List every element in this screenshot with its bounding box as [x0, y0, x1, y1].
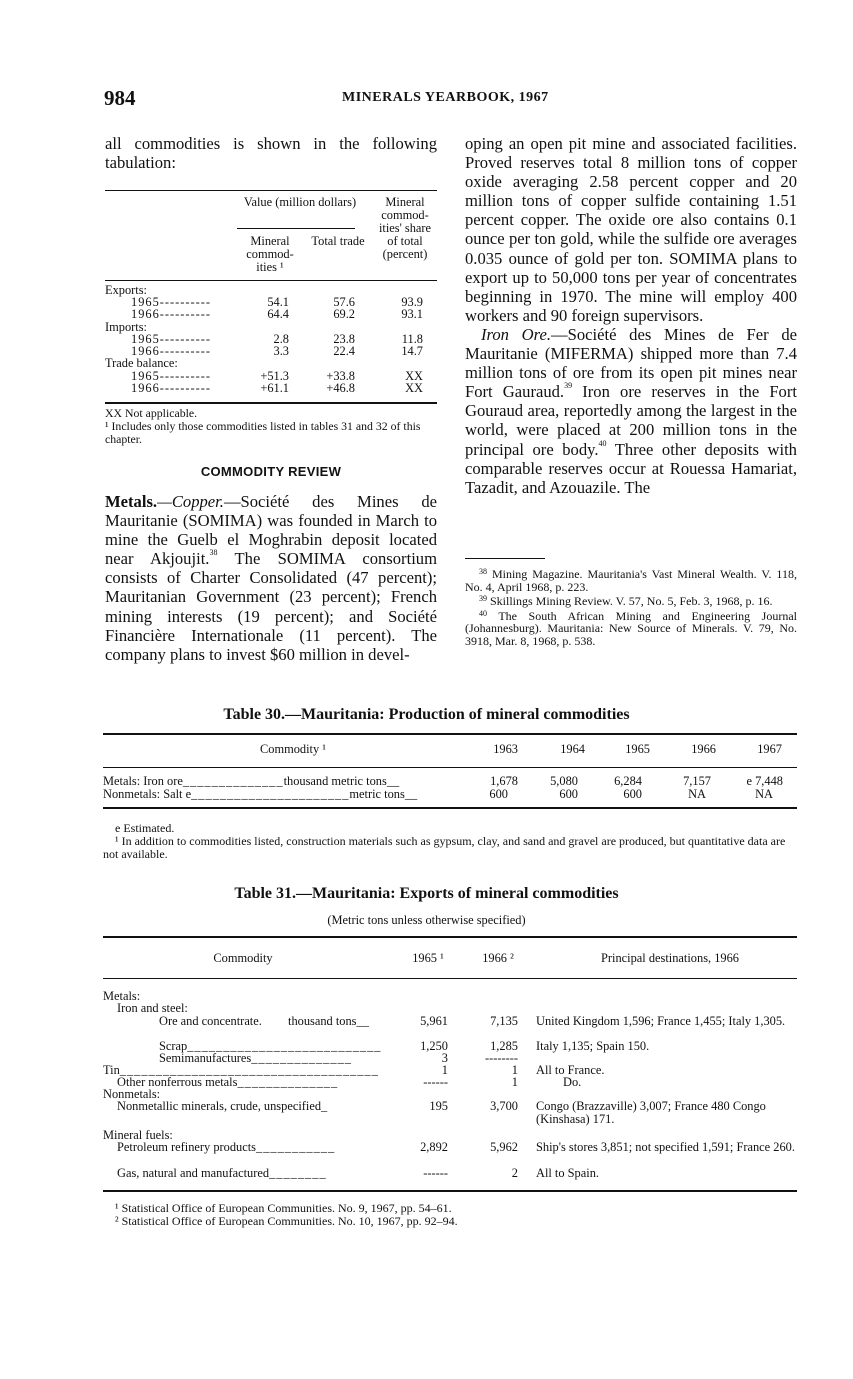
cell: +61.1 — [260, 381, 289, 395]
cell: 93.9 — [401, 295, 423, 309]
row-year: 1965---------- — [131, 295, 212, 309]
col-commodity: Commodity — [213, 951, 273, 965]
cell: 1 — [441, 1063, 448, 1077]
cell: 1,250 — [420, 1039, 448, 1053]
row-label: Semimanufactures — [159, 1051, 252, 1065]
cell: 93.1 — [401, 307, 423, 321]
footnote: $^{38}$ Mining Magazine. Mauritania's Vast Mineral Wealth. V. 118, No. 4, April 1968, p. 223. — [465, 567, 797, 594]
note-1: ¹ Includes only those commodities listed in tables 31 and 32 of this chapter. — [105, 419, 421, 446]
cell: 5,080 — [550, 774, 578, 788]
cell: 3.3 — [273, 344, 289, 358]
destination: Italy 1,135; Spain 150. — [536, 1039, 650, 1053]
destination: All to Spain. — [536, 1166, 599, 1180]
year-header: 1963 — [493, 742, 518, 756]
copper-continued: oping an open pit mine and associated facilities. Proved reserves total 8 million tons of copper oxide averaging 2.58 percent copper and 20 million tons of copper sulfide containing 1.51 percent copper. The oxide ore also contains 0.1 ounce per ton gold, while the sulfide ore averages 0.035 ounce of gold per ton. SOMIMA plans to export up to 50,000 tons per year of concentrates beginning in 1970. The mine will employ 400 workers and 90 foreign supervisors. — [465, 134, 797, 325]
cell: 11.8 — [401, 332, 423, 346]
cell: NA — [688, 787, 706, 801]
footnotes — [465, 568, 797, 650]
row-year: 1966---------- — [131, 307, 212, 321]
row-label: Ore and concentrate. — [159, 1014, 262, 1028]
cell: 5,962 — [490, 1140, 518, 1154]
metals-label: Metals. — [105, 492, 158, 511]
row-label: Nonmetallic minerals, crude, unspecified — [117, 1099, 322, 1113]
page-number: 984 — [104, 86, 136, 110]
trade-table-notes — [105, 407, 437, 446]
trade-tabulation — [105, 190, 437, 405]
footnote-divider — [465, 558, 545, 559]
iron-text-2: Iron ore reserves in the Fort Gouraud area, reportedly among the largest in the world, were placed at 200 million tons in the principal ore body. — [465, 382, 797, 459]
cell: 3,700 — [490, 1099, 518, 1113]
cell: 3 — [441, 1051, 448, 1065]
row-label: Nonmetals: Salt e______________________metric tons__ — [103, 787, 418, 801]
cell: 1,285 — [490, 1039, 518, 1053]
cell: XX — [405, 381, 423, 395]
cell: e 7,448 — [746, 774, 783, 788]
cell: NA — [755, 787, 773, 801]
intro-text: all commodities is shown in the following tabulation: — [105, 134, 437, 173]
year-header: 1964 — [560, 742, 585, 756]
section-label: Exports: — [105, 283, 147, 297]
copper-label: —Copper. — [157, 492, 224, 511]
table30-title: Table 30.—Mauritania: Production of mineral commodities — [223, 706, 630, 723]
cell: 195 — [429, 1099, 448, 1113]
cell: 64.4 — [267, 307, 289, 321]
unit: thousand tons — [288, 1014, 357, 1028]
cell: 2 — [511, 1166, 518, 1180]
row-year: 1965---------- — [131, 369, 212, 383]
cell: 5,961 — [420, 1014, 448, 1028]
destination: United Kingdom 1,596; France 1,455; Italy 1,305. — [536, 1014, 786, 1028]
section-heading: COMMODITY REVIEW — [200, 464, 342, 479]
copper-text-2: The SOMIMA consortium consists of Charter Consolidated (47 percent); Mauritanian Government (23 percent); French mining interests (19 percent); and Société Financière Internationale (11 percent). The company plans to invest $60 million in devel- — [105, 549, 438, 664]
row-label: Gas, natural and manufactured — [117, 1166, 270, 1180]
cell: 7,157 — [683, 774, 711, 788]
footnote-ref: 38 — [209, 548, 218, 558]
note-1: ¹ In addition to commodities listed, construction materials such as gypsum, clay, and sand and gravel are produced, but quantitative data are not available. — [103, 834, 786, 861]
footnote: $^{40}$ The South African Mining and Engineering Journal (Johannesburg). Mauritania: New Source of Minerals. V. 79, No. 3918, Mar. 8, 1968, p. 538. — [465, 608, 797, 648]
destination: Do. — [563, 1075, 582, 1089]
table31-notes — [103, 1202, 797, 1228]
group-label: Metals: — [103, 989, 141, 1003]
cell: 7,135 — [490, 1014, 518, 1028]
table30-notes — [103, 822, 797, 861]
section-label: Imports: — [105, 320, 147, 334]
copper-text: —Société des Mines de Mauritanie (SOMIMA) was founded in March to mine the Guelb el Moghrabin deposit located near Akjoujit. — [105, 492, 437, 569]
row-label: Other nonferrous metals — [117, 1075, 238, 1089]
col-mineral: Mineral commod- ities ¹ — [246, 234, 294, 274]
cell-empty: -------- — [484, 1051, 518, 1065]
col-commodity: Commodity ¹ — [259, 742, 327, 756]
copper-paragraph — [105, 492, 437, 664]
cell: 600 — [489, 787, 508, 801]
table31-subtitle: (Metric tons unless otherwise specified) — [327, 913, 526, 927]
cell: 2,892 — [420, 1140, 448, 1154]
footnote-ref: 40 — [598, 438, 607, 448]
running-title: MINERALS YEARBOOK, 1967 — [342, 90, 549, 105]
note-e: e Estimated. — [115, 821, 175, 835]
col-destinations: Principal destinations, 1966 — [600, 951, 739, 965]
right-column — [465, 134, 797, 497]
left-column-intro — [105, 134, 437, 172]
row-label: Petroleum refinery products — [117, 1140, 257, 1154]
cell: 69.2 — [333, 307, 355, 321]
cell: 22.4 — [333, 344, 355, 358]
col-total: Total trade — [311, 234, 365, 248]
cell: 600 — [559, 787, 578, 801]
row-year: 1966---------- — [131, 381, 212, 395]
year-header: 1965 — [625, 742, 650, 756]
row-label: Scrap — [159, 1039, 188, 1053]
note-xx: XX Not applicable. — [105, 406, 198, 420]
col-value-group: Value (million dollars) — [243, 195, 357, 209]
cell: 1 — [511, 1075, 518, 1089]
cell: XX — [405, 369, 423, 383]
table30 — [103, 733, 797, 811]
note-2: ² Statistical Office of European Communities. No. 10, 1967, pp. 92–94. — [115, 1214, 458, 1228]
iron-text-3: Three other deposits with comparable reserves occur at Rouessa Hamariat, Tazadit, and Azouazile. The — [465, 439, 797, 497]
cell: 6,284 — [614, 774, 642, 788]
year-header: 1967 — [757, 742, 782, 756]
iron-text: —Société des Mines de Fer de Mauritanie (MIFERMA) shipped more than 7.4 million tons of ore from its open pit mines near Fort Gauraud. — [465, 324, 798, 402]
row-year: 1965---------- — [131, 332, 212, 346]
row-label: Tin — [103, 1063, 120, 1077]
cell: 2.8 — [273, 332, 289, 346]
cell: +33.8 — [326, 369, 355, 383]
cell: 1 — [511, 1063, 518, 1077]
col-1965: 1965 ¹ — [412, 951, 444, 965]
col-share: Mineral commod- ities' share of total (percent) — [378, 195, 432, 261]
iron-ore-label: Iron Ore. — [481, 324, 552, 344]
row-label: Metals: Iron ore______________thousand metric tons__ — [103, 774, 400, 788]
subgroup-label: Iron and steel: — [117, 1001, 188, 1015]
note-1: ¹ Statistical Office of European Communities. No. 9, 1967, pp. 54–61. — [115, 1201, 452, 1215]
table31: Commodity 1965 ¹ 1966 ² Principal destinations, 1966 Metals: Iron and steel: Ore and concentrate. thousand tons__ 5,961 7,135 United Kingdom 1,596; France 1,455; Italy 1,305. Scrap___________________________ 1,250 1,285 Italy 1,135; Spain 150. Semimanufactures______________ 3 -------- Tin____________________________________ 1 1 All to France. Other nonferrous metals______________ ------ 1 Do. Nonmetals: Nonmetallic minerals, crude, unspecified_ 195 3,700 Congo (Brazzaville) 3,007; France 480 Congo (Kinshasa) 171. Mineral fuels: Petroleum refinery products___________ 2,892 5,962 Ship's stores 3,851; not specified 1,591; France 260. Gas, natural and manufactured________ ------ 2 All to Spain. — [103, 936, 797, 1196]
cell: +46.8 — [326, 381, 355, 395]
cell: +51.3 — [260, 369, 289, 383]
row-year: 1966---------- — [131, 344, 212, 358]
footnote: $^{39}$ Skillings Mining Review. V. 57, No. 5, Feb. 3, 1968, p. 16. — [479, 594, 773, 609]
cell: 600 — [623, 787, 642, 801]
group-label: Nonmetals: — [103, 1087, 161, 1101]
cell-empty: ------ — [423, 1166, 448, 1180]
col-1966: 1966 ² — [482, 951, 514, 965]
group-label: Mineral fuels: — [103, 1128, 173, 1142]
footnote-ref: 39 — [564, 381, 573, 391]
cell: 54.1 — [267, 295, 289, 309]
cell: 57.6 — [333, 295, 355, 309]
section-label: Trade balance: — [105, 356, 178, 370]
destination: Congo (Brazzaville) 3,007; France 480 Congo (Kinshasa) 171. — [536, 1099, 766, 1126]
cell: 1,678 — [490, 774, 518, 788]
cell: 23.8 — [333, 332, 355, 346]
cell: 14.7 — [401, 344, 423, 358]
cell-empty: ------ — [423, 1075, 448, 1089]
table31-title: Table 31.—Mauritania: Exports of mineral commodities — [234, 885, 619, 902]
destination: All to France. — [536, 1063, 605, 1077]
year-header: 1966 — [691, 742, 716, 756]
destination: Ship's stores 3,851; not specified 1,591; France 260. — [536, 1140, 795, 1154]
